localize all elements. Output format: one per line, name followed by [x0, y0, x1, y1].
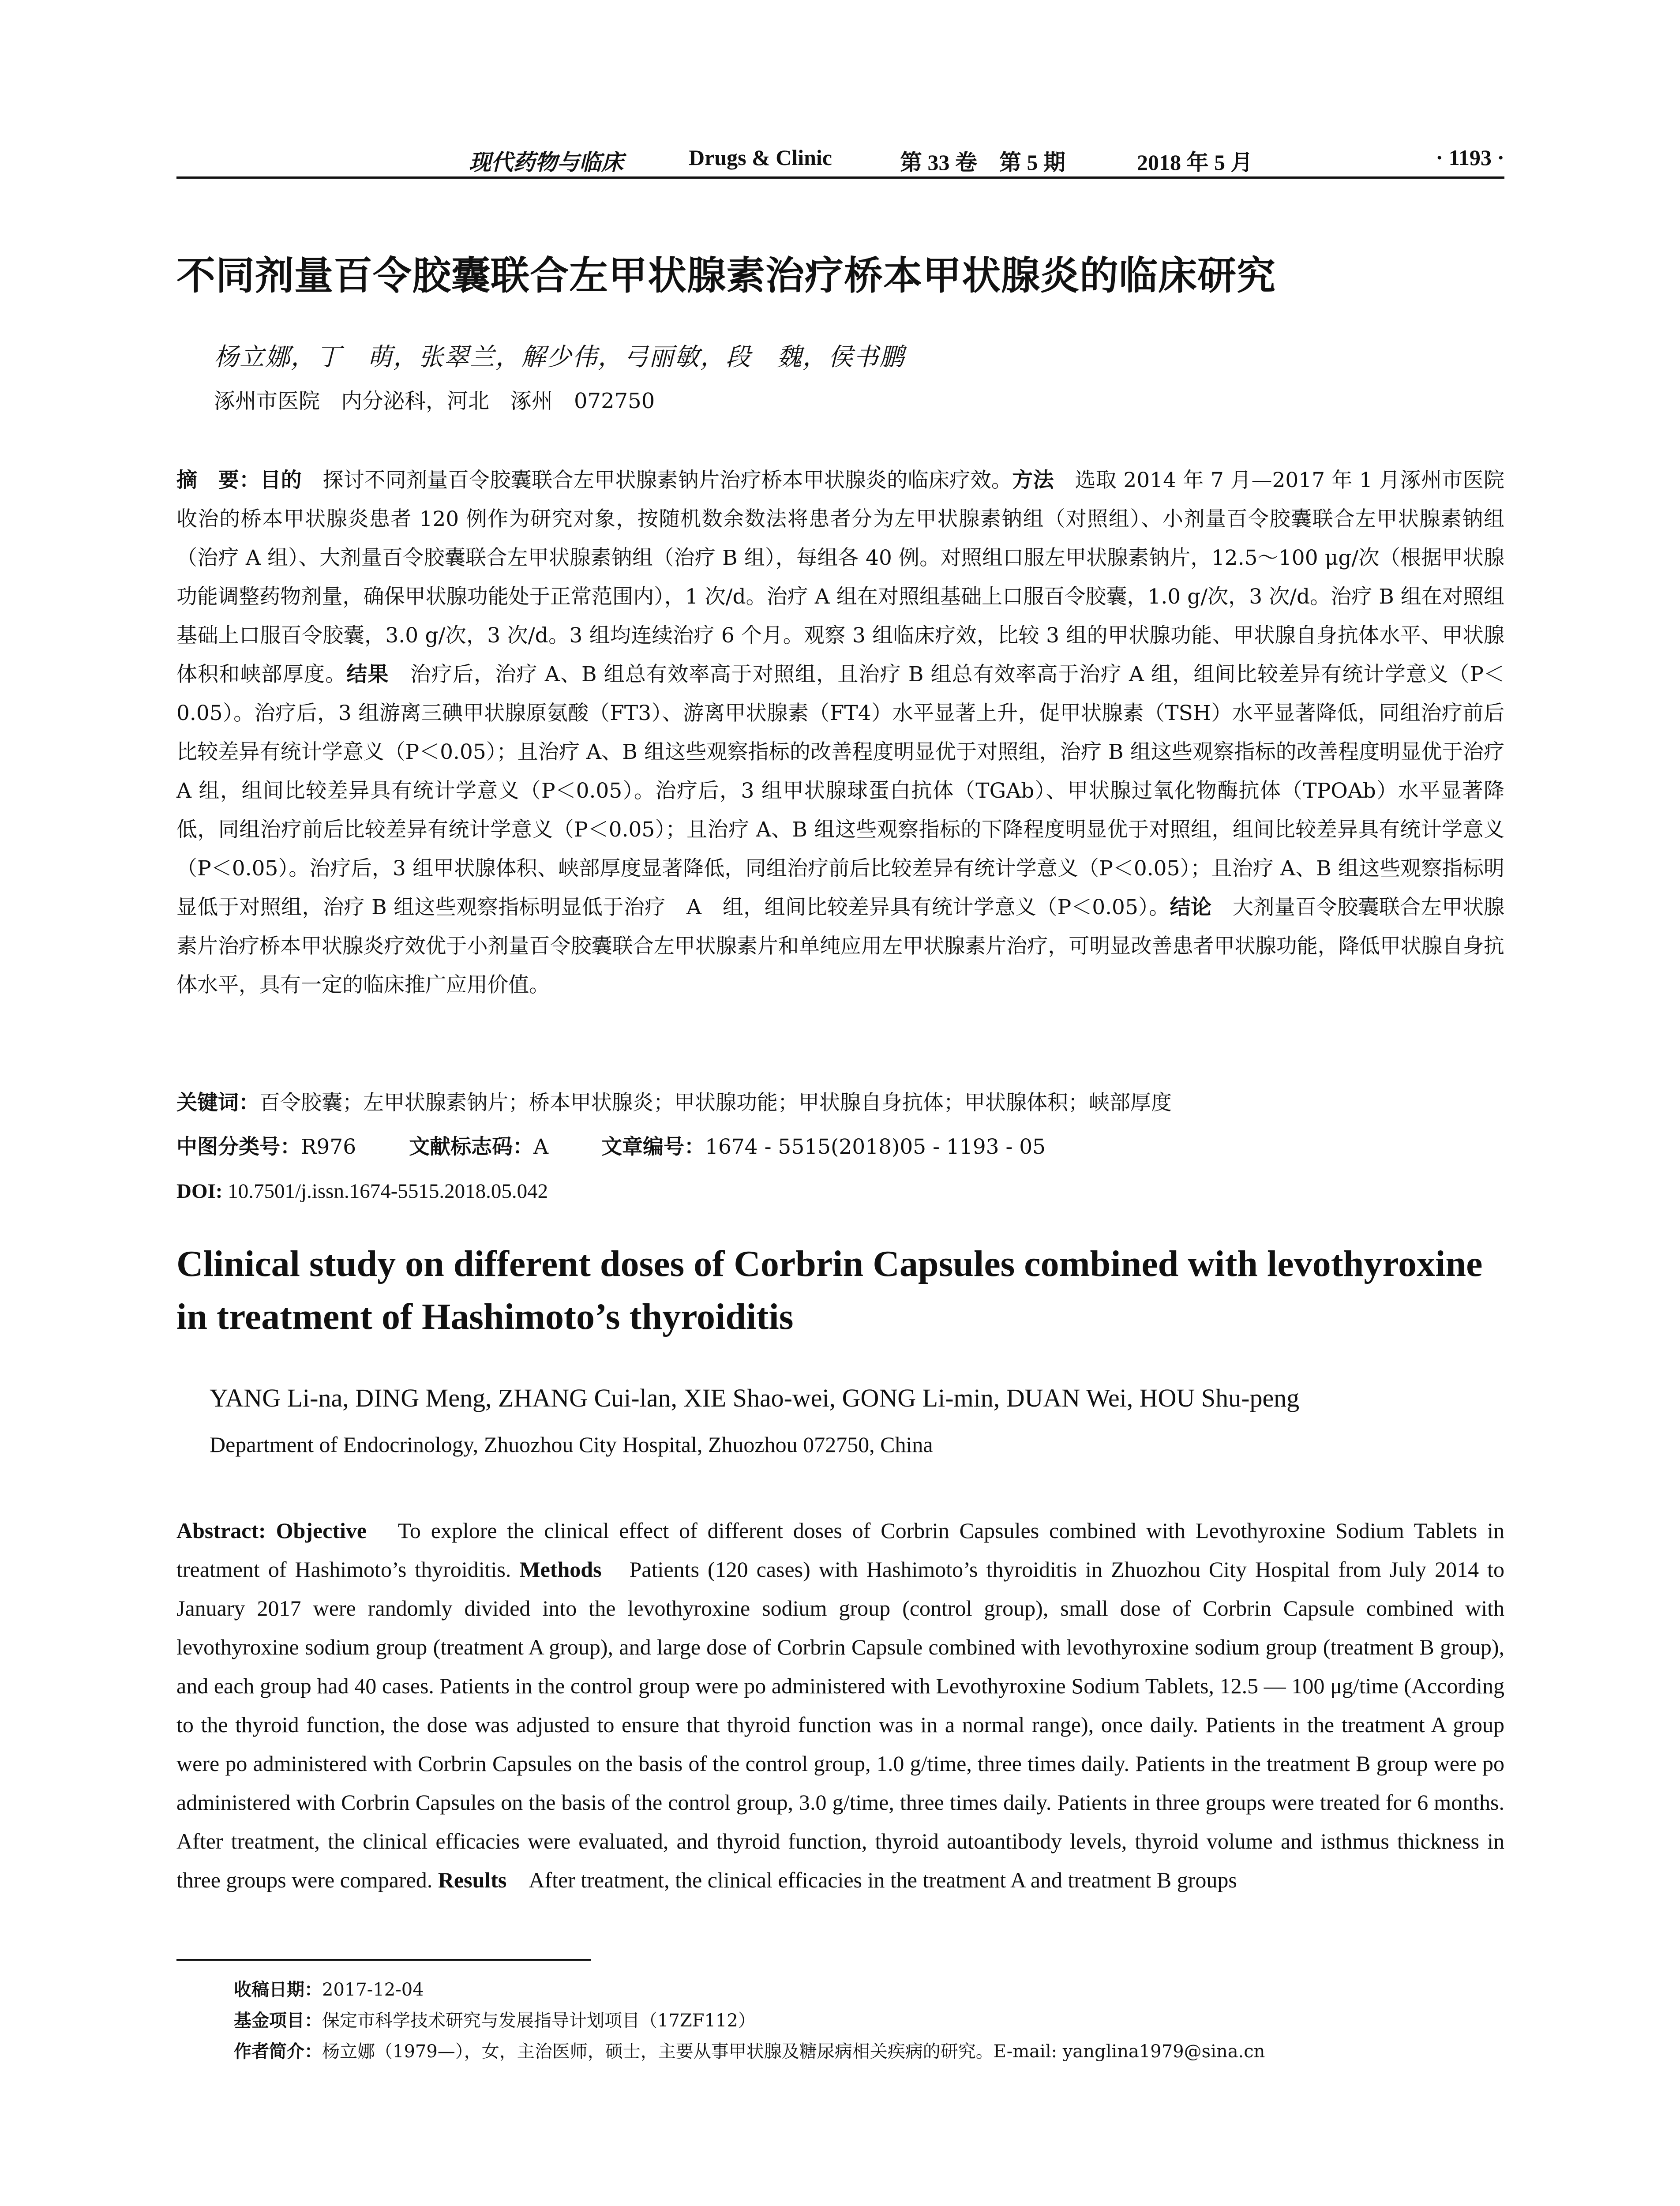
keywords-text-cn: 百令胶囊；左甲状腺素钠片；桥本甲状腺炎；甲状腺功能；甲状腺自身抗体；甲状腺体积；峡部厚度 [259, 1091, 1172, 1115]
conclusion-text-cn: 大剂量百令胶囊联合左甲状腺素片治疗桥本甲状腺炎疗效优于小剂量百令胶囊联合左甲状腺素片和单纯应用左甲状腺素片治疗，可明显改善患者甲状腺功能，降低甲状腺自身抗体水平，具有一定的临床推广应用价值。 [176, 895, 1505, 997]
fund-project [234, 2005, 1265, 2036]
doi-line [176, 1174, 548, 1209]
article-no-value: 1674 - 5515(2018)05 - 1193 - 05 [705, 1135, 1046, 1159]
title-cn: 不同剂量百令胶囊联合左甲状腺素治疗桥本甲状腺炎的临床研究 [176, 253, 1276, 298]
received-value: 2017-12-04 [322, 1980, 424, 2000]
methods-label-cn: 方法 [1012, 468, 1054, 492]
class-label: 中图分类号： [176, 1135, 301, 1159]
objective-text-en: To explore the clinical effect of different doses of Corbrin Capsules combined with Levothyroxine Sodium Tablets in treatment of Hashimoto’s thyroiditis. [176, 1518, 1505, 1582]
keywords-label-cn: 关键词： [176, 1091, 259, 1115]
abstract-en [176, 1511, 1504, 1899]
page-number: · 1193 · [1436, 145, 1504, 170]
affiliation-en: Department of Endocrinology, Zhuozhou City Hospital, Zhuozhou 072750, China [210, 1432, 933, 1457]
results-text-cn: 治疗后，治疗 A、B 组总有效率高于对照组，且治疗 B 组总有效率高于治疗 A 组，组间比较差异有统计学意义（P＜0.05）。治疗后，3 组游离三碘甲状腺原氨酸（FT3）、游离甲状腺素（FT4）水平显著上升，促甲状腺素（TSH）水平显著降低，同组治疗前后比较差异有统计学意义（P＜0.05）；且治疗 A、B 组这些观察指标的改善程度明显优于对照组，治疗 B 组这些观察指标的改善程度明显优于治疗 A 组，组间比较差异具有统计学意义（P＜0.05）。治疗后，3 组甲状腺球蛋白抗体（TGAb）、甲状腺过氧化物酶抗体（TPOAb）水平显著降低，同组治疗前后比较差异有统计学意义（P＜0.05）；且治疗 A、B 组这些观察指标的下降程度明显优于对照组，组间比较差异具有统计学意义（P＜0.05）。治疗后，3 组甲状腺体积、峡部厚度显著降低，同组治疗前后比较差异有统计学意义（P＜0.05）；且治疗 A、B 组这些观察指标明显低于对照组，治疗 B 组这些观察指标明显低于治疗 A 组，组间比较差异具有统计学意义（P＜0.05）。 [176, 662, 1504, 919]
doc-code-value: A [533, 1135, 549, 1159]
results-label-cn: 结果 [346, 662, 389, 687]
journal-name-cn: 现代药物与临床 [469, 150, 623, 175]
footnotes [234, 1974, 1265, 2067]
doc-code-label: 文献标志码： [409, 1135, 534, 1159]
results-label-en: Results [438, 1868, 507, 1892]
received-date [234, 1974, 1265, 2005]
issue-date: 2018 年 5 月 [1137, 150, 1253, 175]
author-bio [234, 2036, 1265, 2067]
title-en: Clinical study on different doses of Corbrin Capsules combined with levothyroxine in treatment of Hashimoto’s thyroiditis [176, 1243, 1483, 1337]
objective-label-cn: 目的 [260, 468, 302, 492]
authors-cn: 杨立娜，丁 萌，张翠兰，解少伟，弓丽敏，段 魏，侯书鹏 [214, 343, 905, 371]
abstract-label-cn: 摘 要： [176, 468, 260, 492]
fund-value: 保定市科学技术研究与发展指导计划项目（17ZF112） [322, 2011, 756, 2031]
abstract-label-en: Abstract: [176, 1518, 266, 1543]
author-bio-value: 杨立娜（1979—），女，主治医师，硕士，主要从事甲状腺及糖尿病相关疾病的研究。E-mail: yanglina1979@sina.cn [322, 2041, 1265, 2062]
abstract-cn [176, 461, 1504, 1005]
fund-label: 基金项目： [234, 2011, 322, 2031]
methods-label-en: Methods [519, 1557, 602, 1582]
doi-value: 10.7501/j.issn.1674-5515.2018.05.042 [228, 1180, 548, 1203]
keywords-cn [176, 1085, 1172, 1121]
author-bio-label: 作者简介： [234, 2041, 322, 2062]
classification-line [176, 1129, 1046, 1165]
class-value: R976 [301, 1135, 356, 1159]
article-no-label: 文章编号： [601, 1135, 705, 1159]
conclusion-label-cn: 结论 [1170, 895, 1212, 919]
objective-label-en: Objective [276, 1518, 367, 1543]
affiliation-cn: 涿州市医院 内分泌科，河北 涿州 072750 [214, 389, 655, 413]
authors-en: YANG Li-na, DING Meng, ZHANG Cui-lan, XIE Shao-wei, GONG Li-min, DUAN Wei, HOU Shu-peng [210, 1384, 1300, 1412]
footnote-divider [176, 1959, 591, 1961]
doi-label: DOI: [176, 1180, 223, 1203]
objective-text-cn: 探讨不同剂量百令胶囊联合左甲状腺素钠片治疗桥本甲状腺炎的临床疗效。 [302, 468, 1012, 492]
running-header [176, 141, 1504, 179]
received-label: 收稿日期： [234, 1980, 322, 2000]
methods-text-en: Patients (120 cases) with Hashimoto’s thyroiditis in Zhuozhou City Hospital from July 2014 to January 2017 were randomly divided into the levothyroxine sodium group (control group), small dose of Corbrin Capsule combined with levothyroxine sodium group (treatment A group), and large dose of Corbrin Capsule combined with levothyroxine sodium group (treatment B group), and each group had 40 cases. Patients in the control group were po administered with Levothyroxine Sodium Tablets, 12.5 — 100 μg/time (According to the thyroid function, the dose was adjusted to ensure that thyroid function was in a normal range), once daily. Patients in the treatment A group were po administered with Corbrin Capsules on the basis of the control group, 1.0 g/time, three times daily. Patients in the treatment B group were po administered with Corbrin Capsules on the basis of the control group, 3.0 g/time, three times daily. Patients in three groups were treated for 6 months. After treatment, the clinical efficacies were evaluated, and thyroid function, thyroid autoantibody levels, thyroid volume and isthmus thickness in three groups were compared. [176, 1557, 1504, 1892]
volume-issue: 第 33 卷 第 5 期 [900, 150, 1065, 175]
methods-text-cn: 选取 2014 年 7 月—2017 年 1 月涿州市医院收治的桥本甲状腺炎患者 120 例作为研究对象，按随机数余数法将患者分为左甲状腺素钠组（对照组）、小剂量百令胶囊联合左甲状腺素钠组（治疗 A 组）、大剂量百令胶囊联合左甲状腺素钠组（治疗 B 组），每组各 40 例。对照组口服左甲状腺素钠片，12.5～100 μg/次（根据甲状腺功能调整药物剂量，确保甲状腺功能处于正常范围内），1 次/d。治疗 A 组在对照组基础上口服百令胶囊，1.0 g/次，3 次/d。治疗 B 组在对照组基础上口服百令胶囊，3.0 g/次，3 次/d。3 组均连续治疗 6 个月。观察 3 组临床疗效，比较 3 组的甲状腺功能、甲状腺自身抗体水平、甲状腺体积和峡部厚度。 [176, 468, 1505, 687]
results-text-en: After treatment, the clinical efficacies in the treatment A and treatment B groups [506, 1868, 1237, 1892]
journal-name-en: Drugs & Clinic [689, 145, 832, 170]
